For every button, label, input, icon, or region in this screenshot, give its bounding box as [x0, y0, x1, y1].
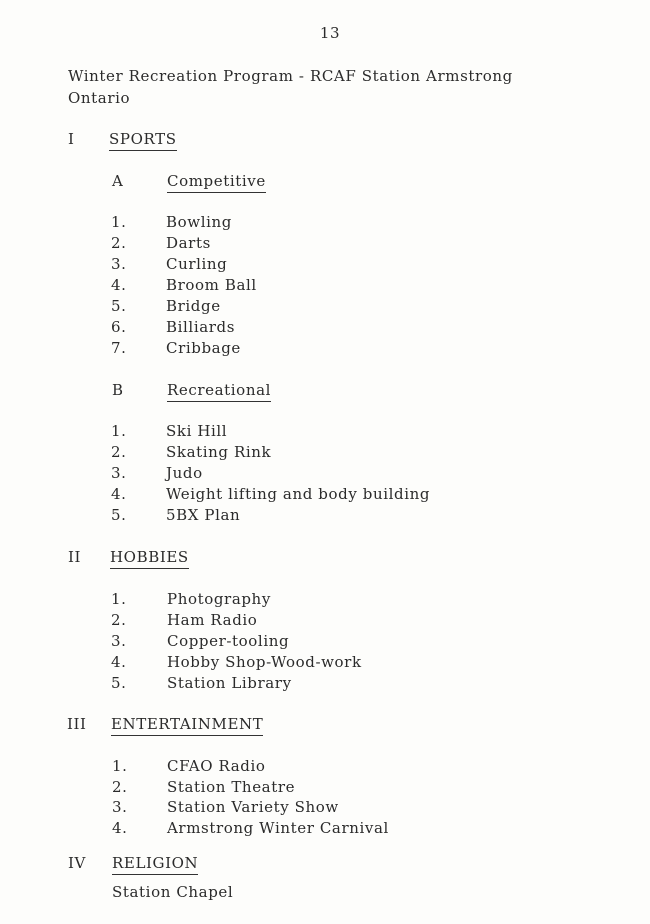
list-item-text: Station Library: [167, 674, 292, 692]
subsection-letter: A: [112, 172, 124, 190]
list-item-number: 4.: [111, 276, 127, 294]
section-text: Station Chapel: [112, 883, 234, 901]
list-item-text: CFAO Radio: [167, 757, 266, 775]
list-item-text: Ham Radio: [167, 611, 258, 629]
section-heading-religion: RELIGION: [112, 854, 198, 875]
list-item-text: Copper-tooling: [167, 632, 290, 650]
list-item-text: Bridge: [166, 297, 221, 315]
list-item-number: 3.: [111, 464, 127, 482]
subsection-heading-competitive: Competitive: [167, 172, 266, 193]
subsection-heading-recreational: Recreational: [167, 381, 271, 402]
list-item-number: 3.: [111, 632, 127, 650]
list-item-text: Ski Hill: [166, 422, 228, 440]
list-item-text: Station Theatre: [167, 778, 296, 796]
list-item-number: 6.: [111, 318, 127, 336]
list-item-text: Broom Ball: [166, 276, 257, 294]
list-item-text: Bowling: [166, 213, 232, 231]
list-item-number: 2.: [111, 611, 127, 629]
list-item-text: Weight lifting and body building: [166, 485, 431, 503]
section-heading-hobbies: HOBBIES: [110, 548, 189, 569]
list-item-number: 7.: [111, 339, 127, 357]
list-item-number: 2.: [111, 234, 127, 252]
list-item-number: 4.: [112, 819, 128, 837]
list-item-text: Billiards: [166, 318, 236, 336]
list-item-text: Darts: [166, 234, 211, 252]
list-item-number: 1.: [111, 590, 127, 608]
list-item-text: Skating Rink: [166, 443, 272, 461]
list-item-number: 5.: [111, 297, 127, 315]
list-item-number: 3.: [112, 798, 128, 816]
list-item-text: Judo: [166, 464, 203, 482]
list-item-text: Station Variety Show: [167, 798, 339, 816]
list-item-text: Curling: [166, 255, 228, 273]
list-item-text: 5BX Plan: [166, 506, 241, 524]
section-numeral: I: [68, 130, 75, 148]
list-item-text: Cribbage: [166, 339, 241, 357]
list-item-number: 1.: [111, 422, 127, 440]
section-numeral: IV: [68, 854, 86, 872]
list-item-number: 2.: [111, 443, 127, 461]
list-item-number: 1.: [111, 213, 127, 231]
list-item-number: 4.: [111, 485, 127, 503]
list-item-text: Hobby Shop-Wood-work: [167, 653, 362, 671]
section-numeral: II: [68, 548, 82, 566]
page-number: 13: [319, 24, 341, 42]
document-title: Winter Recreation Program - RCAF Station Armstrong: [68, 67, 513, 85]
document-title-continued: Ontario: [68, 89, 131, 107]
list-item-number: 5.: [111, 674, 127, 692]
list-item-text: Photography: [167, 590, 271, 608]
list-item-number: 1.: [112, 757, 128, 775]
list-item-number: 3.: [111, 255, 127, 273]
list-item-number: 2.: [112, 778, 128, 796]
list-item-number: 4.: [111, 653, 127, 671]
section-heading-entertainment: ENTERTAINMENT: [111, 715, 263, 736]
subsection-letter: B: [112, 381, 124, 399]
list-item-text: Armstrong Winter Carnival: [167, 819, 389, 837]
section-numeral: III: [67, 715, 87, 733]
list-item-number: 5.: [111, 506, 127, 524]
section-heading-sports: SPORTS: [109, 130, 177, 151]
